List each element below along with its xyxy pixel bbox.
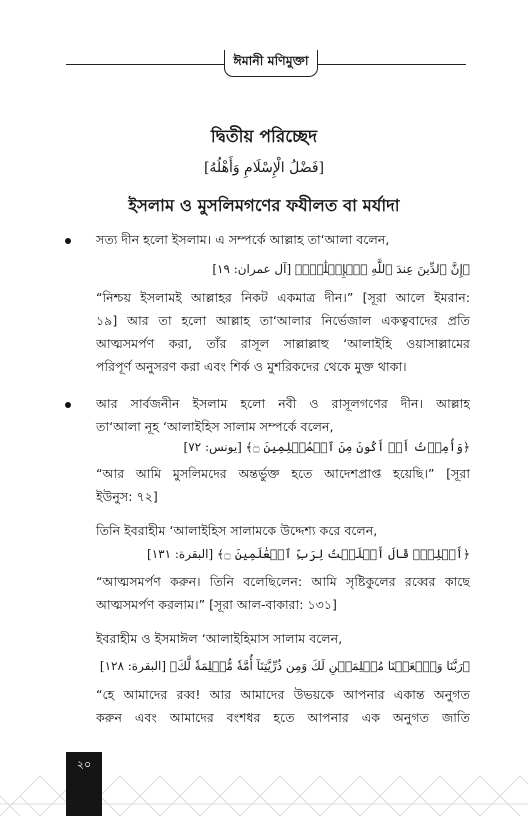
book-title: ঈমানী মণিমুক্তা	[233, 53, 309, 68]
text-line: আর সার্বজনীন ইসলাম হলো নবী ও রাসূলগণের দীন। আল্লাহ	[96, 396, 470, 411]
text-line: ইবরাহীম ও ইসমাঈল ‘আলাইহিমাস সালাম বলেন,	[96, 631, 343, 646]
bullet-2	[65, 402, 71, 408]
text-line: করুন এবং আমাদের বংশধর হতে আপনার এক অনুগত জাতি	[96, 710, 470, 725]
text-line: ১৯] আর তা হলো আল্লাহ তা‘আলার নির্ভেজাল একত্ববাদের প্রতি	[96, 313, 470, 328]
quran-verse: ﴿وَأُمِرۡتُ أَنۡ أَكُونَ مِنَ ٱلۡمُسۡلِمِينَ ۝﴾ [يونس: ٧٢]	[183, 440, 470, 454]
chapter-title: দ্বিতীয় পরিচ্ছেদ	[210, 127, 318, 147]
text-line: “আর আমি মুসলিমদের অন্তর্ভুক্ত হতে আদেশপ্রাপ্ত হয়েছি।” [সূরা	[96, 466, 470, 481]
quran-verse: ﴿إِنَّ ٱلدِّينَ عِندَ ٱللَّهِ ٱلۡإِسۡلَٰمُۗ﴾ [آل عمران: ١٩]	[212, 262, 470, 276]
text-line: “আত্মসমর্পণ করুন। তিনি বলেছিলেন: আমি সৃষ্টিকুলের রব্বের কাছে	[96, 574, 470, 589]
text-line: “হে আমাদের রব্ব! আর আমাদের উভয়কে আপনার একান্ত অনুগত	[96, 687, 470, 702]
arabic-subtitle: [فَضْلُ الْإِسْلَامِ وَأَهْلُهُ]	[203, 160, 325, 176]
text-line: পরিপূর্ণ অনুসরণ করা এবং শির্ক ও মুশরিকদের থেকে মুক্ত থাকা।	[96, 359, 407, 374]
text-line: ইউনুস: ৭২]	[96, 489, 158, 504]
quran-verse: ﴿أَسۡلِمۡۖ قَالَ أَسۡلَمۡتُ لِرَبِّ ٱلۡعَٰلَمِينَ ۝﴾ [البقرة: ١٣١]	[147, 547, 470, 561]
text-line: আত্মসমর্পণ করলাম।” [সূরা আল-বাকারা: ১৩১]	[96, 597, 337, 612]
page-number: ২০	[76, 758, 92, 771]
text-line: সত্য দীন হলো ইসলাম। এ সম্পর্কে আল্লাহ তা‘আলা বলেন,	[96, 232, 390, 247]
text-line: তা‘আলা নূহ ‘আলাইহিস সালাম সম্পর্কে বলেন,	[96, 419, 334, 434]
text-line: আত্মসমর্পণ করা, তাঁর রাসূল সাল্লাল্লাহু ‘আলাইহি ওয়াসাল্লামের	[96, 336, 470, 351]
text-line: তিনি ইবরাহীম ‘আলাইহিস সালামকে উদ্দেশ্য করে বলেন,	[96, 523, 378, 538]
section-title: ইসলাম ও মুসলিমগণের ফযীলত বা মর্যাদা	[128, 196, 400, 215]
bullet-1	[65, 238, 71, 244]
text-line: “নিশ্চয় ইসলামই আল্লাহর নিকট একমাত্র দীন।” [সূরা আলে ইমরান:	[96, 290, 470, 305]
running-header	[224, 50, 318, 77]
header-rule-right	[318, 64, 466, 65]
header-rule-left	[66, 64, 224, 65]
page-number-tab	[66, 752, 102, 816]
quran-verse: ﴿رَبَّنَا وَٱجۡعَلۡنَا مُسۡلِمَيۡنِ لَكَ وَمِن ذُرِّيَّتِنَآ أُمَّةٗ مُّسۡلِمَةٗ لَّكَ﴾ [البقرة: ١٢٨]	[99, 659, 470, 673]
